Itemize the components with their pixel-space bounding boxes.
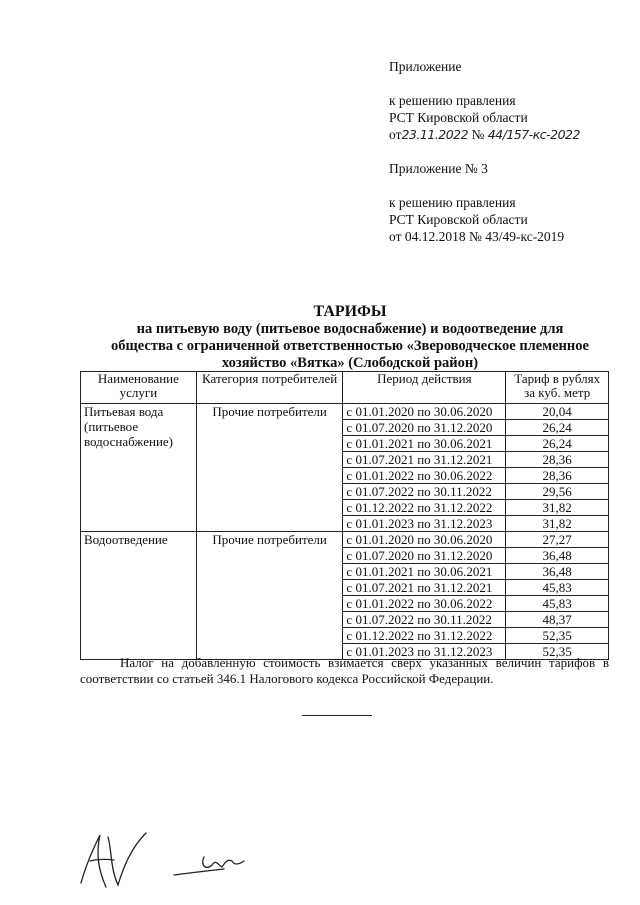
header-category: Категория потребителей (196, 372, 343, 404)
divider-line (302, 715, 372, 716)
heading-line-1: на питьевую воду (питьевое водоснабжение) и водоотведение для (136, 321, 564, 337)
heading-line-2: общества с ограниченной ответственностью «Звероводческое племенное (111, 338, 589, 354)
period-cell: с 01.12.2022 по 31.12.2022 (343, 628, 506, 644)
period-cell: с 01.12.2022 по 31.12.2022 (343, 500, 506, 516)
table-header-row (81, 372, 609, 404)
period-cell: с 01.07.2022 по 30.11.2022 (343, 484, 506, 500)
rate-cell: 28,36 (506, 468, 609, 484)
appendix-date-line (389, 126, 629, 143)
consumer-category-cell: Прочие потребители (196, 404, 343, 532)
appendix-decision-line: к решению правления (389, 93, 516, 108)
rate-cell: 45,83 (506, 580, 609, 596)
period-cell: с 01.07.2020 по 31.12.2020 (343, 420, 506, 436)
service-name-cell: Питьевая вода (питьевое водоснабжение) (81, 404, 197, 532)
date-prefix: от (389, 127, 402, 142)
handwritten-date: 23.11.2022 (401, 127, 469, 142)
heading-title: ТАРИФЫ (313, 303, 387, 320)
service-name-cell: Водоотведение (81, 532, 197, 660)
handwritten-number: 44/157-кс-2022 (487, 127, 580, 142)
period-cell: с 01.01.2022 по 30.06.2022 (343, 596, 506, 612)
document-heading (80, 303, 620, 372)
rate-cell: 31,82 (506, 500, 609, 516)
appendix-title: Приложение (389, 59, 462, 74)
tariffs-table-body (81, 404, 609, 660)
handwritten-signature (76, 825, 256, 895)
period-cell: с 01.01.2023 по 31.12.2023 (343, 644, 506, 660)
heading-line-3: хозяйство «Вятка» (Слободской район) (221, 355, 479, 371)
period-cell: с 01.07.2021 по 31.12.2021 (343, 580, 506, 596)
period-cell: с 01.01.2021 по 30.06.2021 (343, 436, 506, 452)
period-cell: с 01.07.2020 по 31.12.2020 (343, 548, 506, 564)
rate-cell: 31,82 (506, 516, 609, 532)
header-service: Наименование услуги (81, 372, 197, 404)
number-sign: № (471, 127, 485, 142)
rate-cell: 52,35 (506, 628, 609, 644)
table-row (81, 404, 609, 420)
rate-cell: 26,24 (506, 420, 609, 436)
appendix-current (389, 58, 629, 245)
rate-cell: 28,36 (506, 452, 609, 468)
period-cell: с 01.07.2021 по 31.12.2021 (343, 452, 506, 468)
rate-cell: 26,24 (506, 436, 609, 452)
rate-cell: 48,37 (506, 612, 609, 628)
vat-note (80, 655, 609, 687)
period-cell: с 01.07.2022 по 30.11.2022 (343, 612, 506, 628)
period-cell: с 01.01.2020 по 30.06.2020 (343, 532, 506, 548)
tariffs-table (80, 371, 609, 660)
rate-cell: 29,56 (506, 484, 609, 500)
header-period: Период действия (343, 372, 506, 404)
period-cell: с 01.01.2023 по 31.12.2023 (343, 516, 506, 532)
consumer-category-cell: Прочие потребители (196, 532, 343, 660)
appendix-previous-decision-line: к решению правления (389, 195, 516, 210)
rate-cell: 36,48 (506, 548, 609, 564)
rate-cell: 45,83 (506, 596, 609, 612)
appendix-authority-line: РСТ Кировской области (389, 110, 528, 125)
period-cell: с 01.01.2021 по 30.06.2021 (343, 564, 506, 580)
appendix-previous-authority-line: РСТ Кировской области (389, 212, 528, 227)
header-rate: Тариф в рублях за куб. метр (506, 372, 609, 404)
rate-cell: 52,35 (506, 644, 609, 660)
appendix-previous-date-line: от 04.12.2018 № 43/49-кс-2019 (389, 229, 565, 244)
rate-cell: 20,04 (506, 404, 609, 420)
rate-cell: 36,48 (506, 564, 609, 580)
period-cell: с 01.01.2022 по 30.06.2022 (343, 468, 506, 484)
rate-cell: 27,27 (506, 532, 609, 548)
table-row (81, 532, 609, 548)
appendix-previous-title: Приложение № 3 (389, 161, 488, 176)
vat-note-text: Налог на добавленную стоимость взимается сверх указанных величин тарифов в соответствии со статьей 346.1 Налогового кодекса Российской Федерации. (80, 655, 609, 686)
period-cell: с 01.01.2020 по 30.06.2020 (343, 404, 506, 420)
